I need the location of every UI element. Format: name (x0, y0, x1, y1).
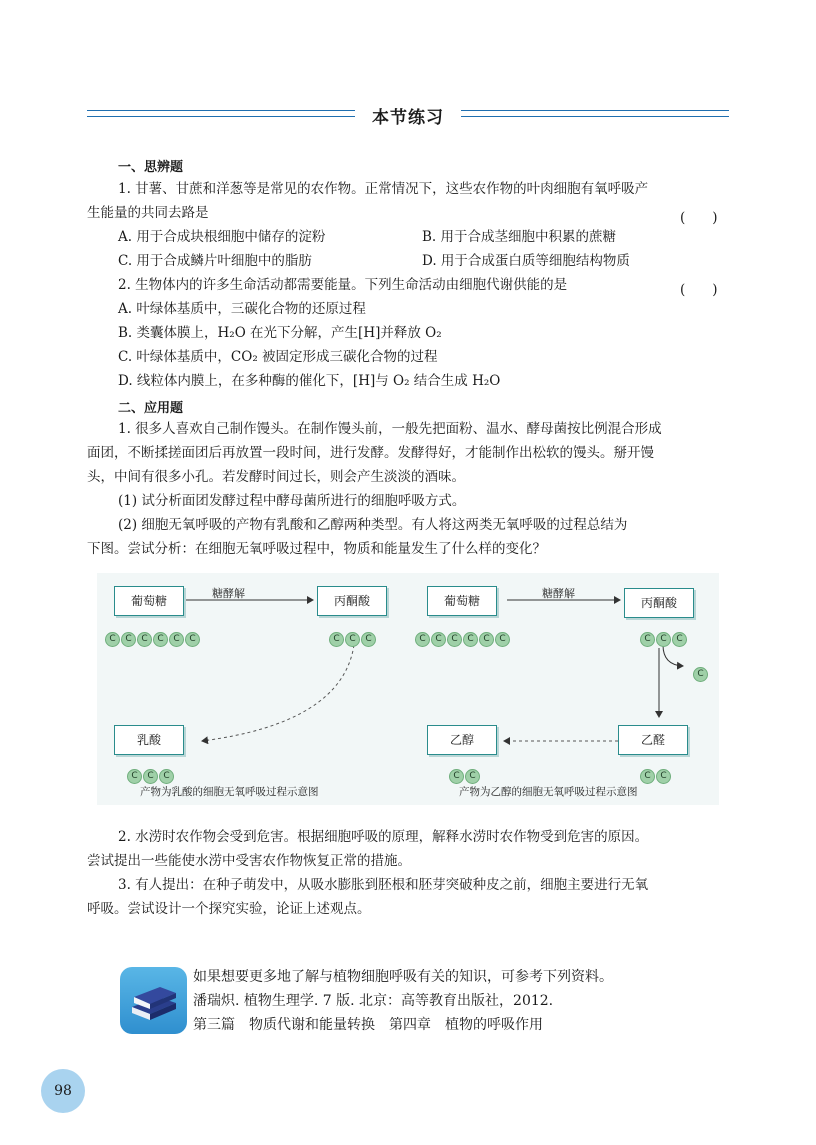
q2-answer-paren: ( ) (680, 282, 718, 298)
app-q3-line2: 呼吸。尝试设计一个探究实验，论证上述观点。 (87, 901, 371, 917)
caption-ethanol: 产物为乙醇的细胞无氧呼吸过程示意图 (459, 786, 638, 798)
q1-option-b: B. 用于合成茎细胞中积累的蔗糖 (422, 229, 617, 245)
book-icon-graphic (120, 967, 187, 1034)
anaerobic-respiration-diagram (97, 573, 719, 805)
carbon-atom: C (121, 632, 136, 647)
reference-chapter: 第三篇 物质代谢和能量转换 第四章 植物的呼吸作用 (193, 1017, 543, 1033)
glycolysis-label-left: 糖酵解 (212, 587, 245, 600)
app-q1-sub1: (1) 试分析面团发酵过程中酵母菌所进行的细胞呼吸方式。 (118, 493, 466, 509)
pyruvate-box-left: 丙酮酸 (317, 586, 387, 616)
acetaldehyde-carbons (640, 763, 672, 784)
q1-option-c: C. 用于合成鳞片叶细胞中的脂肪 (118, 253, 312, 269)
carbon-atom: C (656, 769, 671, 784)
carbon-atom: C (159, 769, 174, 784)
carbon-atom: C (143, 769, 158, 784)
acetaldehyde-box: 乙醛 (618, 725, 688, 755)
carbon-atom: C (345, 632, 360, 647)
app-q1-sub2-cont: 下图。尝试分析：在细胞无氧呼吸过程中，物质和能量发生了什么样的变化？ (87, 541, 546, 557)
q2-option-b: B. 类囊体膜上，H₂O 在光下分解，产生[H]并释放 O₂ (118, 325, 442, 341)
carbon-atom: C (361, 632, 376, 647)
caption-lactate: 产物为乳酸的细胞无氧呼吸过程示意图 (140, 786, 319, 798)
carbon-atom: C (185, 632, 200, 647)
carbon-atom: C (495, 632, 510, 647)
q1-option-d: D. 用于合成蛋白质等细胞结构物质 (422, 253, 630, 269)
pyruvate-carbons-right (640, 626, 688, 647)
ethanol-carbons (449, 763, 481, 784)
app-q1-line1: 1. 很多人喜欢自己制作馒头。在制作馒头前，一般先把面粉、温水、酵母菌按比例混合形成 (118, 421, 662, 437)
carbon-atom: C (656, 632, 671, 647)
co2-carbon (693, 661, 709, 682)
section-heading-thinking: 一、思辨题 (118, 160, 184, 175)
reference-intro: 如果想要更多地了解与植物细胞呼吸有关的知识，可参考下列资料。 (193, 969, 613, 985)
q1-line1: 1. 甘薯、甘蔗和洋葱等是常见的农作物。正常情况下，这些农作物的叶肉细胞有氧呼吸产 (118, 181, 649, 197)
glucose-carbons-left (105, 626, 201, 647)
glucose-carbons-right (415, 626, 511, 647)
q2-line1: 2. 生物体内的许多生命活动都需要能量。下列生命活动由细胞代谢供能的是 (118, 277, 568, 293)
carbon-atom: C (415, 632, 430, 647)
lactate-carbons (127, 763, 175, 784)
app-q2-line2: 尝试提出一些能使水涝中受害农作物恢复正常的措施。 (87, 853, 411, 869)
q2-option-d: D. 线粒体内膜上，在多种酶的催化下，[H]与 O₂ 结合生成 H₂O (118, 373, 501, 389)
carbon-atom: C (153, 632, 168, 647)
header-rule-right (461, 110, 729, 117)
pyruvate-box-right: 丙酮酸 (624, 588, 694, 618)
q2-option-c: C. 叶绿体基质中，CO₂ 被固定形成三碳化合物的过程 (118, 349, 438, 365)
carbon-atom: C (693, 667, 708, 682)
carbon-atom: C (465, 769, 480, 784)
carbon-atom: C (672, 632, 687, 647)
carbon-atom: C (127, 769, 142, 784)
q1-line2: 生能量的共同去路是 (87, 205, 209, 221)
app-q1-line3: 头，中间有很多小孔。若发酵时间过长，则会产生淡淡的酒味。 (87, 469, 465, 485)
glucose-box-left: 葡萄糖 (114, 586, 184, 616)
q1-answer-paren: ( ) (680, 210, 718, 226)
pyruvate-to-lactate-arrow (202, 645, 354, 741)
app-q2-line1: 2. 水涝时农作物会受到危害。根据细胞呼吸的原理，解释水涝时农作物受到危害的原因。 (118, 829, 649, 845)
reference-citation: 潘瑞炽. 植物生理学. 7 版. 北京：高等教育出版社，2012. (193, 993, 554, 1009)
carbon-atom: C (640, 632, 655, 647)
lactate-box: 乳酸 (114, 725, 184, 755)
pyruvate-carbons-left (329, 626, 377, 647)
book-icon (120, 967, 187, 1034)
app-q3-line1: 3. 有人提出：在种子萌发中，从吸水膨胀到胚根和胚芽突破种皮之前，细胞主要进行无氧 (118, 877, 649, 893)
carbon-atom: C (463, 632, 478, 647)
carbon-atom: C (640, 769, 655, 784)
glucose-box-right: 葡萄糖 (427, 586, 497, 616)
section-title: 本节练习 (372, 108, 444, 128)
carbon-atom: C (431, 632, 446, 647)
carbon-atom: C (447, 632, 462, 647)
app-q1-sub2: (2) 细胞无氧呼吸的产物有乳酸和乙醇两种类型。有人将这两类无氧呼吸的过程总结为 (118, 517, 628, 533)
carbon-atom: C (137, 632, 152, 647)
ethanol-box: 乙醇 (427, 725, 497, 755)
co2-release-arrow (663, 645, 683, 666)
carbon-atom: C (169, 632, 184, 647)
carbon-atom: C (105, 632, 120, 647)
q2-option-a: A. 叶绿体基质中，三碳化合物的还原过程 (118, 301, 366, 317)
carbon-atom: C (449, 769, 464, 784)
page-number: 98 (41, 1069, 85, 1113)
q1-option-a: A. 用于合成块根细胞中储存的淀粉 (118, 229, 326, 245)
section-heading-application: 二、应用题 (118, 401, 184, 416)
app-q1-line2: 面团，不断揉搓面团后再放置一段时间，进行发酵。发酵得好，才能制作出松软的馒头。掰开馒 (87, 445, 654, 461)
glycolysis-label-right: 糖酵解 (542, 587, 575, 600)
carbon-atom: C (329, 632, 344, 647)
header-rule-left (87, 110, 355, 117)
carbon-atom: C (479, 632, 494, 647)
